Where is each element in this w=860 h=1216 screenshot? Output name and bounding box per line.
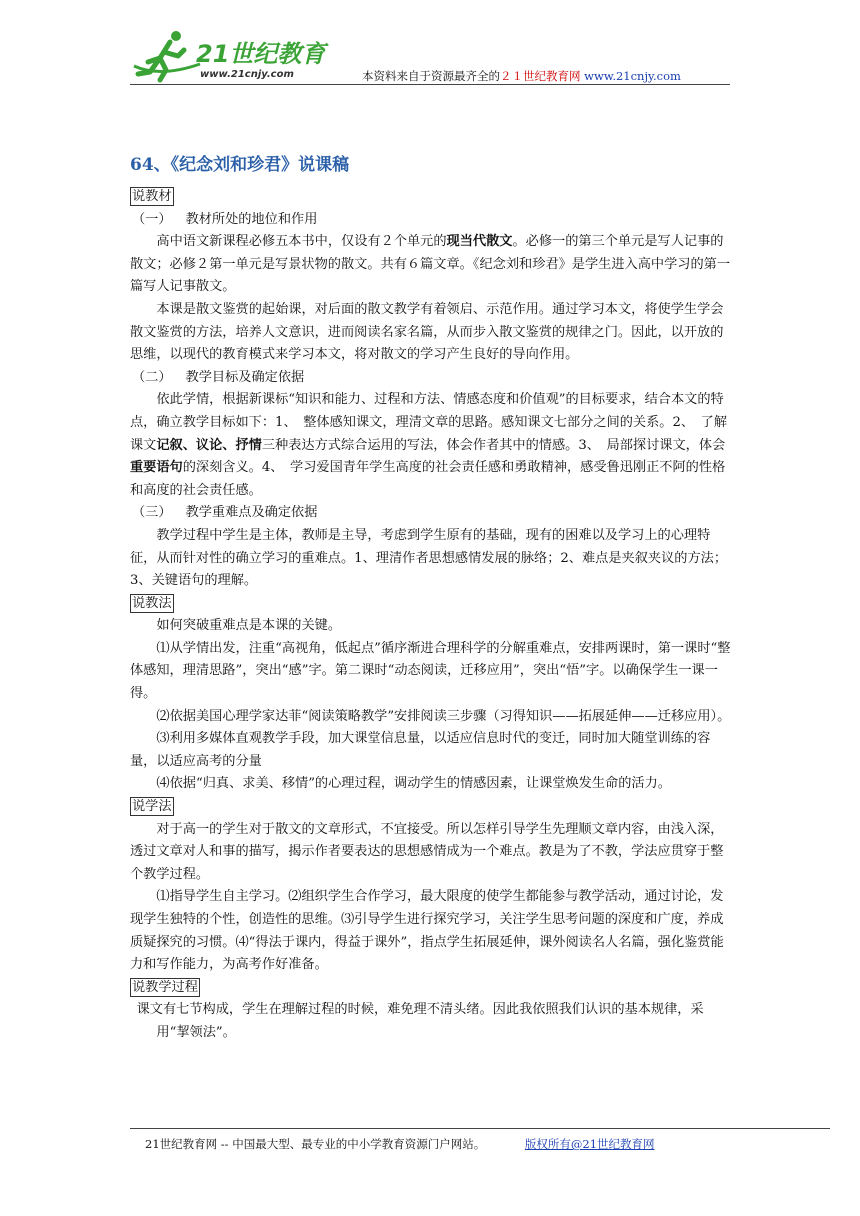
section-heading-material: 说教材 [132,189,172,204]
page-footer [145,1136,655,1152]
paragraph: 对于高一的学生对于散文的文章形式，不宜接受。所以怎样引导学生先理顺文章内容，由浅入深，透过文章对人和事的描写，揭示作者要表达的思想感情成为一个难点。教是为了不教，学法应贯穿于整个教学过程。 [130,821,724,882]
paragraph: 高中语文新课程必修五本书中，仅设有２个单元的现当代散文。必修一的第三个单元是写人记事的散文；必修２第一单元是写景状物的散文。共有６篇文章。《纪念刘和珍君》是学生进入高中学习的第一篇写人记事散文。 [130,234,731,295]
subsection-1-heading: （一） 教材所处的地位和作用 [132,211,318,227]
paragraph: ⑶利用多媒体直观教学手段，加大课堂信息量，以适应信息时代的变迁，同时加大随堂训练的容量，以适应高考的分量 [130,731,711,769]
header-source-note [362,68,681,84]
header-site-name[interactable]: ２１世纪教育网 [500,69,581,83]
paragraph: ⑴指导学生自主学习。⑵组织学生合作学习，最大限度的使学生都能参与教学活动，通过讨论，发现学生独特的个性，创造性的思维。⑶引导学生进行探究学习，关注学生思考问题的深度和广度，养成质疑探究的习惯。⑷“得法于课内，得益于课外”，指点学生拓展延伸，课外阅读名人名篇，强化鉴赏能力和写作能力，为高考作好准备。 [130,889,724,973]
page-title: 64、《纪念刘和珍君》说课稿 [130,155,350,175]
header-site-url[interactable]: www.21cnjy.com [584,69,681,83]
paragraph: 本课是散文鉴赏的起始课，对后面的散文教学有着领启、示范作用。通过学习本文，将使学生学会散文鉴赏的方法，培养人文意识，进而阅读名家名篇，从而步入散文鉴赏的规律之门。因此，以开放的思维，以现代的教育模式来学习本文，将对散文的学习产生良好的导向作用。 [130,301,724,363]
document-body [130,186,732,1045]
paragraph: ⑴从学情出发，注重“高视角，低起点”循序渐进合理科学的分解重难点，安排两课时，第一课时“整体感知，理清思路”，突出“感”字。第二课时“动态阅读，迁移应用”，突出“悟”字。以确保学生一课一得。 [130,640,731,702]
section-heading-method: 说教法 [132,595,172,611]
header-divider [130,84,730,85]
paragraph: 如何突破重难点是本课的关键。 [156,618,342,634]
footer-text: 21世纪教育网 -- 中国最大型、最专业的中小学教育资源门户网站。 [145,1137,486,1151]
paragraph: 课文有七节构成，学生在理解过程的时候，难免理不清头绪。因此我依照我们认识的基本规律，采用“挈领法”。 [136,1002,704,1040]
paragraph: 依此学情，根据新课标“知识和能力、过程和方法、情感态度和价值观”的目标要求，结合本文的特点，确立教学目标如下：1、 整体感知课文，理清文章的思路。感知课文七部分之间的关系。2、 了解课文记叙、议论、抒情三种表达方式综合运用的写法，体会作者其中的情感。3、 局部探讨课文，体会重要语句的深刻含义。4、 学习爱国青年学生高度的社会责任感和勇敢精神，感受鲁迅刚正不阿的性格和高度的社会责任感。 [130,392,728,498]
paragraph: 教学过程中学生是主体，教师是主导，考虑到学生原有的基础，现有的困难以及学习上的心理特征，从而针对性的确立学习的重难点。1、理清作者思想感情发展的脉络；2、难点是夹叙夹议的方法；3、关键语句的理解。 [130,527,728,589]
section-heading-learning: 说学法 [132,799,172,815]
paragraph: ⑵依据美国心理学家达菲“阅读策略教学”安排阅读三步骤（习得知识——拓展延伸——迁移应用）。 [156,708,731,724]
subsection-3-heading: （三） 教学重难点及确定依据 [132,505,318,521]
runner-icon [134,31,200,80]
header-note-prefix: 本资料来自于资源最齐全的 [362,69,500,83]
section-heading-process: 说教学过程 [132,979,198,995]
page-header [130,28,730,86]
footer-copyright-link[interactable]: 版权所有@21世纪教育网 [524,1137,655,1151]
paragraph: ⑷依据“归真、求美、移情”的心理过程，调动学生的情感因素，让课堂焕发生命的活力。 [156,776,671,792]
site-logo [130,28,340,84]
logo-url-text: www.21cnjy.com [200,69,294,80]
footer-divider [130,1128,830,1129]
logo-main-text: 21世纪教育 [196,40,326,68]
subsection-2-heading: （二） 教学目标及确定依据 [132,369,305,385]
